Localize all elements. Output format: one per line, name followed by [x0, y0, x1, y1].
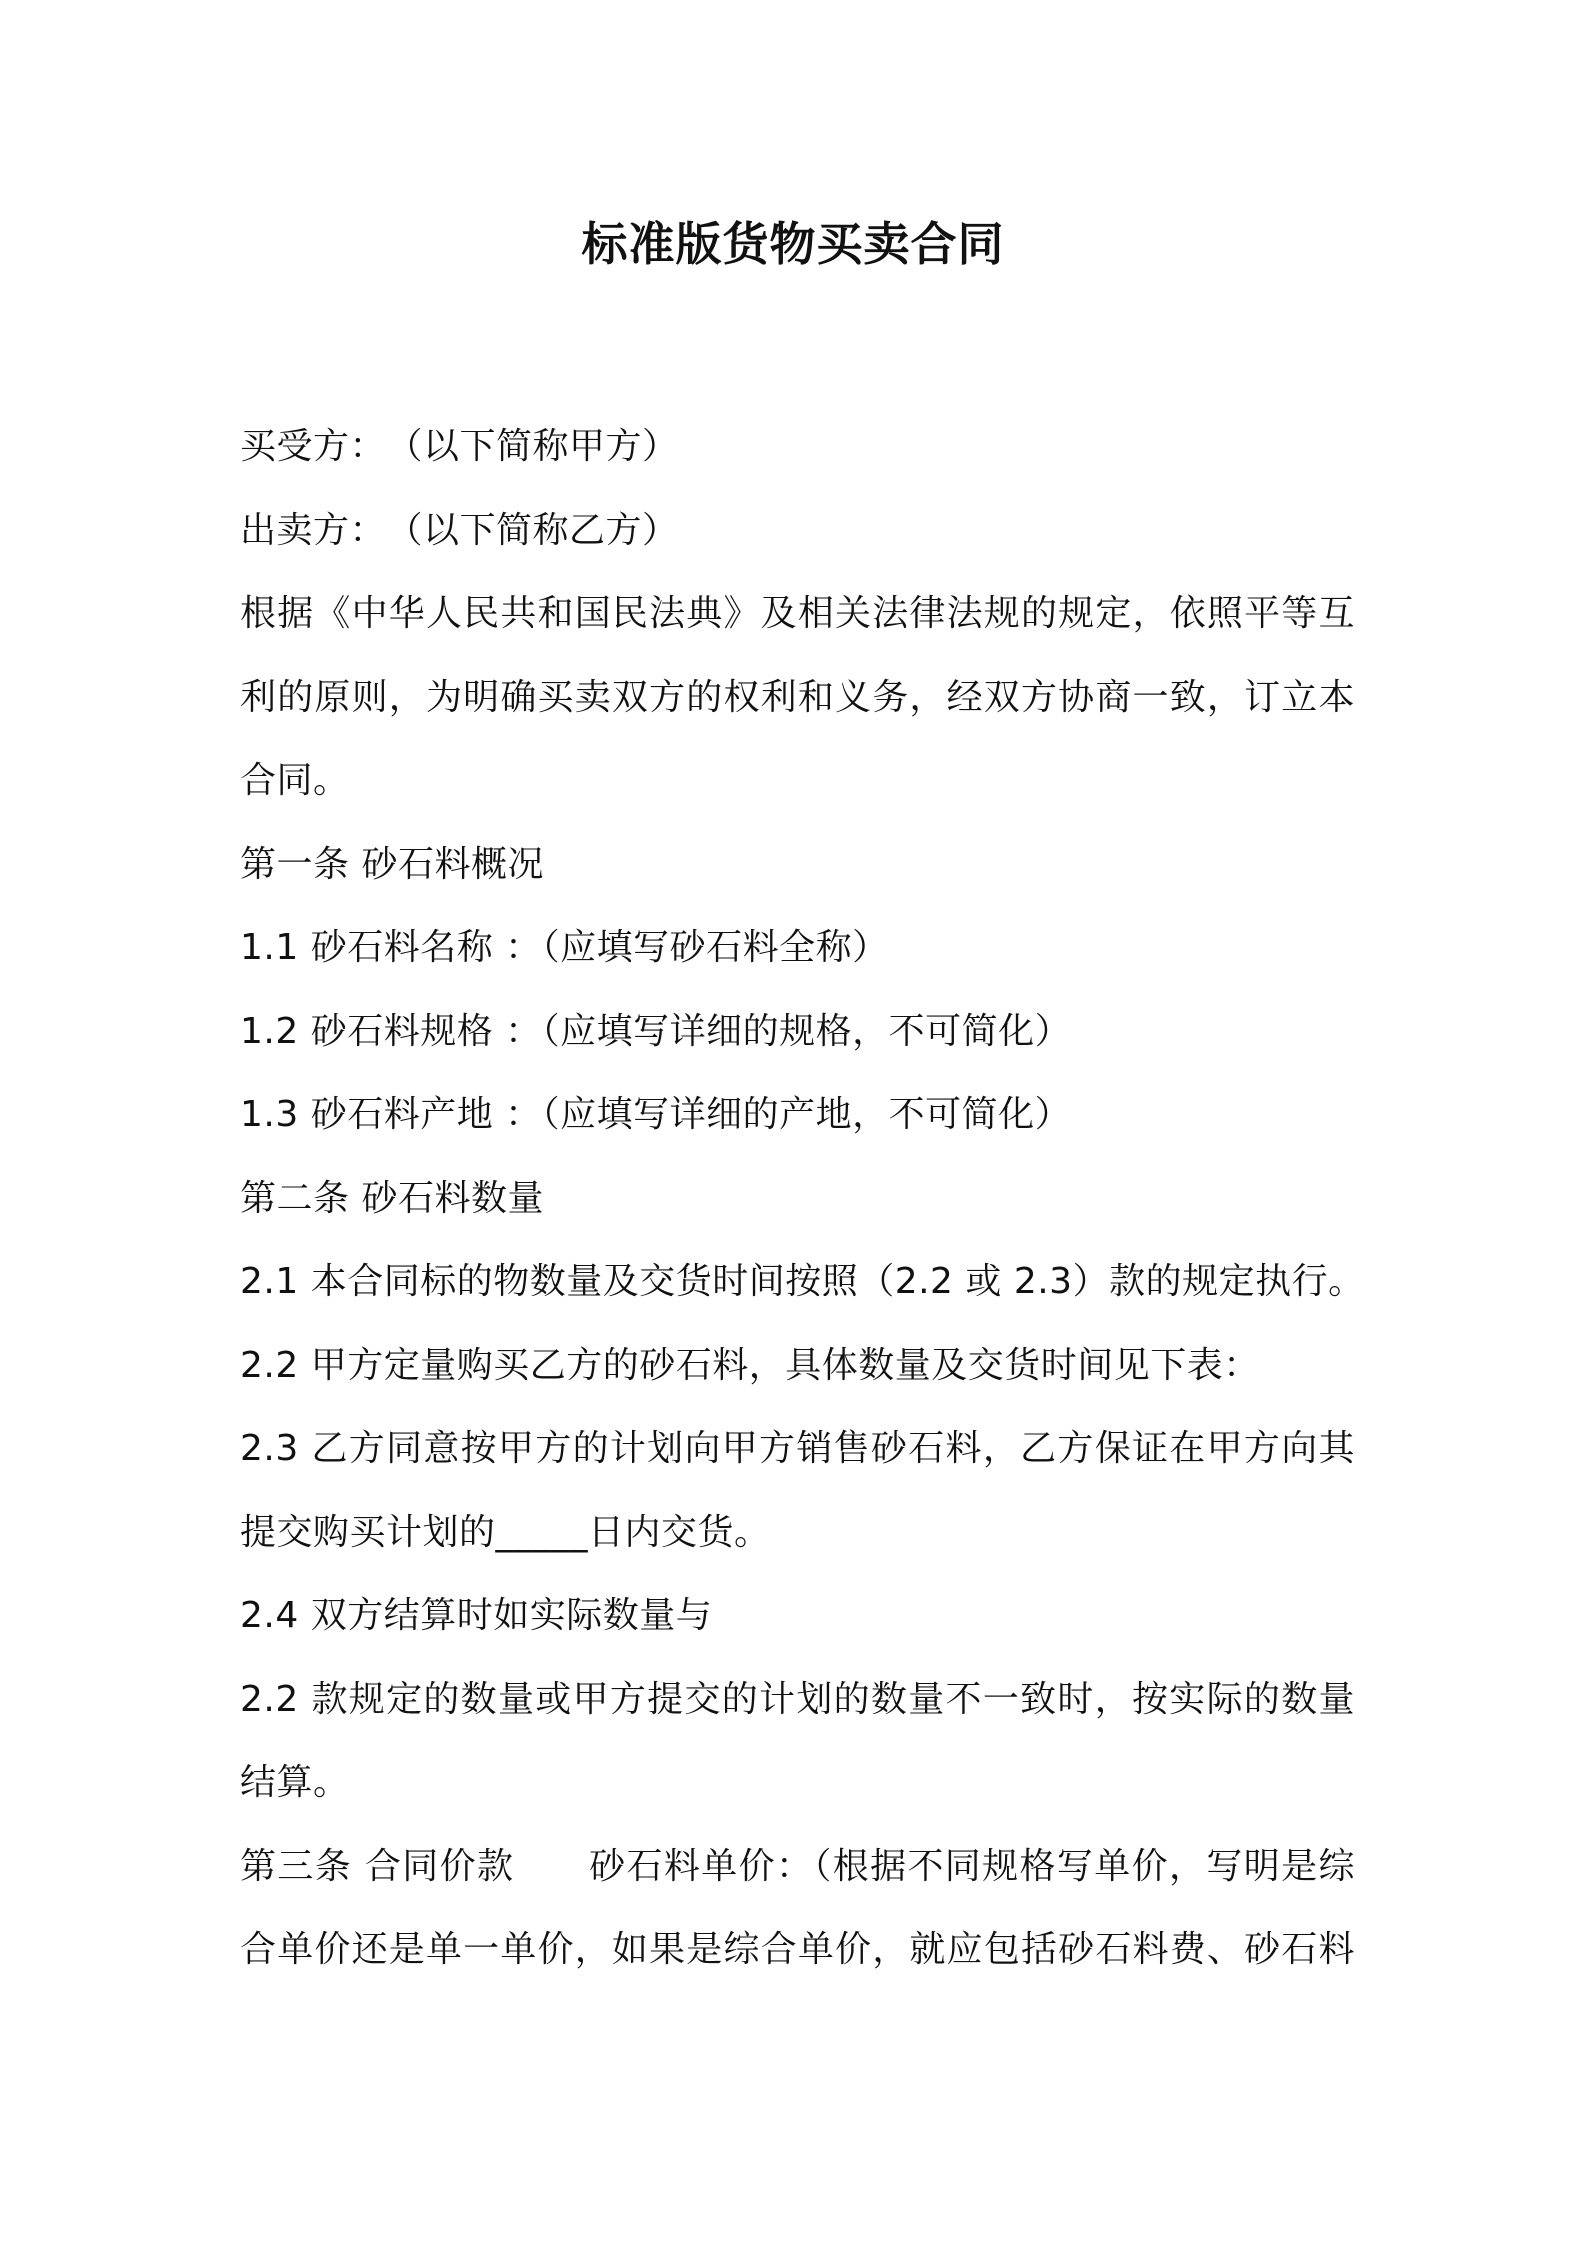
article-1-heading: 第一条 砂石料概况: [240, 843, 544, 885]
article-3-line-2: 合单价还是单一单价，如果是综合单价，就应包括砂石料费、砂石料: [240, 1929, 1355, 1970]
clause-1-2: 1.2 砂石料规格 ：（应填写详细的规格，不可简化）: [240, 1010, 1072, 1052]
clause-1-1: 1.1 砂石料名称 ：（应填写砂石料全称）: [240, 927, 889, 968]
article-3-line-1: 第三条 合同价款 砂石料单价：（根据不同规格写单价，写明是综: [240, 1845, 1355, 1887]
document-title: 标准版货物买卖合同: [581, 217, 1005, 271]
clause-2-3-line-2: 提交购买计划的_____日内交货。: [240, 1511, 771, 1553]
clause-2-2: 2.2 甲方定量购买乙方的砂石料，具体数量及交货时间见下表：: [240, 1344, 1260, 1386]
clause-2-1: 2.1 本合同标的物数量及交货时间按照（2.2 或 2.3）款的规定执行。: [240, 1261, 1365, 1302]
clause-2-4-line-1: 2.4 双方结算时如实际数量与: [240, 1595, 713, 1636]
clause-2-4-line-2: 2.2 款规定的数量或甲方提交的计划的数量不一致时，按实际的数量: [240, 1678, 1355, 1720]
clause-2-4-line-3: 结算。: [240, 1762, 350, 1803]
clause-1-3: 1.3 砂石料产地 ：（应填写详细的产地，不可简化）: [240, 1094, 1072, 1135]
document-body: [240, 405, 1365, 1992]
preamble-line-3: 合同。: [240, 760, 350, 801]
article-2-heading: 第二条 砂石料数量: [240, 1177, 544, 1219]
buyer-line: 买受方： （以下简称甲方）: [240, 426, 679, 467]
seller-line: 出卖方： （以下简称乙方）: [240, 509, 679, 551]
clause-2-3-line-1: 2.3 乙方同意按甲方的计划向甲方销售砂石料，乙方保证在甲方向其: [240, 1428, 1355, 1469]
preamble-line-2: 利的原则，为明确买卖双方的权利和义务，经双方协商一致，订立本: [240, 676, 1355, 718]
preamble-line-1: 根据《中华人民共和国民法典》及相关法律法规的规定，依照平等互: [240, 593, 1355, 634]
